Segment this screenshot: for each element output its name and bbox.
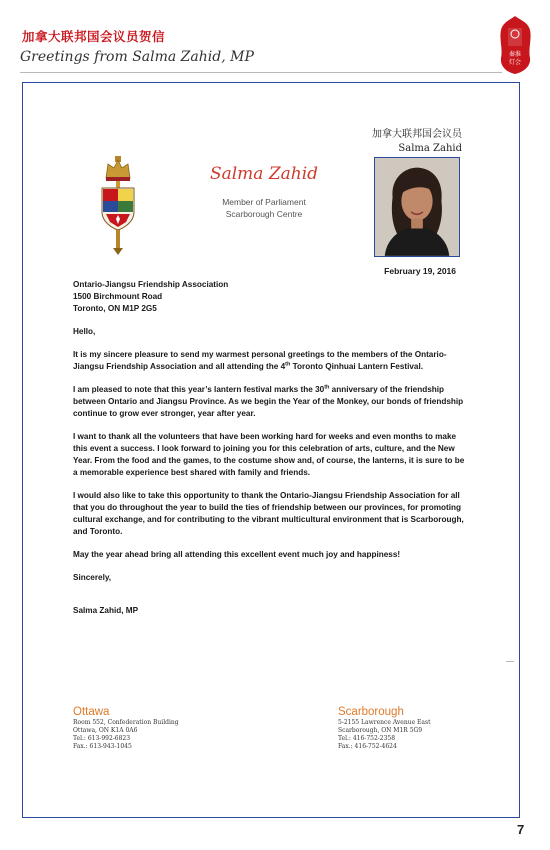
signoff: Salma Zahid, MP [73, 606, 139, 615]
recipient-line: 1500 Birchmount Road [73, 292, 163, 301]
signature-name: Salma Zahid [209, 164, 319, 184]
letter-body [73, 279, 465, 628]
paragraph-2: I am pleased to note that this year’s lantern festival marks the 30th anniversary of the friendship between Ontario and Jiangsu Province. As we begin the Year of the Monkey, our bonds of friendship continue to grow ever stronger, year after year. [73, 384, 464, 418]
ottawa-office [73, 705, 179, 751]
chinese-header-title: 加拿大联邦国会议员贺信 [22, 29, 166, 44]
member-riding: Scarborough Centre [225, 209, 303, 219]
office-city-scarborough: Scarborough [338, 706, 404, 718]
recipient-line: Toronto, ON M1P 2G5 [73, 304, 157, 313]
chinese-name-block [372, 128, 462, 156]
paragraph-1: It is my sincere pleasure to send my warmest personal greetings to the members of the Ontario-Jiangsu Friendship Association and all attending the 4th Toronto Qinhuai Lantern Festival. [73, 350, 447, 371]
small-divider [506, 661, 514, 662]
paragraph-3: I want to thank all the volunteers that have been working hard for weeks and even months to make this event a success. I look forward to joining you for this celebration of arts, culture, and the New Year. From the food and the games, to the costume show and, of course, the lanterns, it is sure to be a memorable experience best shared with family and friends. [73, 432, 465, 477]
svg-text:秦淮: 秦淮 [508, 51, 522, 58]
mp-portrait-photo [374, 157, 460, 257]
office-line: Fax.: 613-943-1045 [73, 743, 132, 750]
paragraph-5: May the year ahead bring all attending this excellent event much joy and happiness! [73, 550, 401, 559]
recipient-line: Ontario-Jiangsu Friendship Association [73, 280, 229, 289]
office-line: Tel.: 416-752-2358 [338, 735, 396, 742]
office-line: Scarborough, ON M1R 5G9 [338, 727, 423, 734]
office-city-ottawa: Ottawa [73, 706, 110, 718]
svg-text:灯会: 灯会 [508, 59, 522, 66]
office-line: Room 552, Confederation Building [73, 719, 179, 726]
house-of-commons-crest-icon [96, 156, 140, 256]
recipient-address [73, 279, 465, 315]
header-divider [20, 72, 502, 73]
english-header-title: Greetings from Salma Zahid, MP [20, 49, 254, 65]
office-line: 5-2155 Lawrence Avenue East [338, 719, 431, 726]
office-line: Ottawa, ON K1A 0A6 [73, 727, 138, 734]
paragraph-4: I would also like to take this opportunity to thank the Ontario-Jiangsu Friendship Association for all that you do throughout the year to build the ties of friendship between our provinces, for promoting cultural exchange, and for contributing to the vibrant multicultural environment that is Scarborough, and Toronto. [73, 491, 464, 536]
member-title-block [150, 196, 378, 220]
chinese-role: 加拿大联邦国会议员 [372, 129, 462, 140]
office-line: Fax.: 416-752-4624 [338, 743, 397, 750]
member-role: Member of Parliament [222, 197, 306, 207]
greeting: Hello, [73, 327, 96, 336]
red-seal-logo [498, 14, 532, 76]
office-line: Tel.: 613-992-6823 [73, 735, 131, 742]
scarborough-office [338, 705, 430, 751]
closing: Sincerely, [73, 573, 112, 582]
page-number: 7 [517, 822, 525, 837]
letter-date: February 19, 2016 [384, 266, 456, 276]
mp-name-right: Salma Zahid [398, 143, 462, 154]
